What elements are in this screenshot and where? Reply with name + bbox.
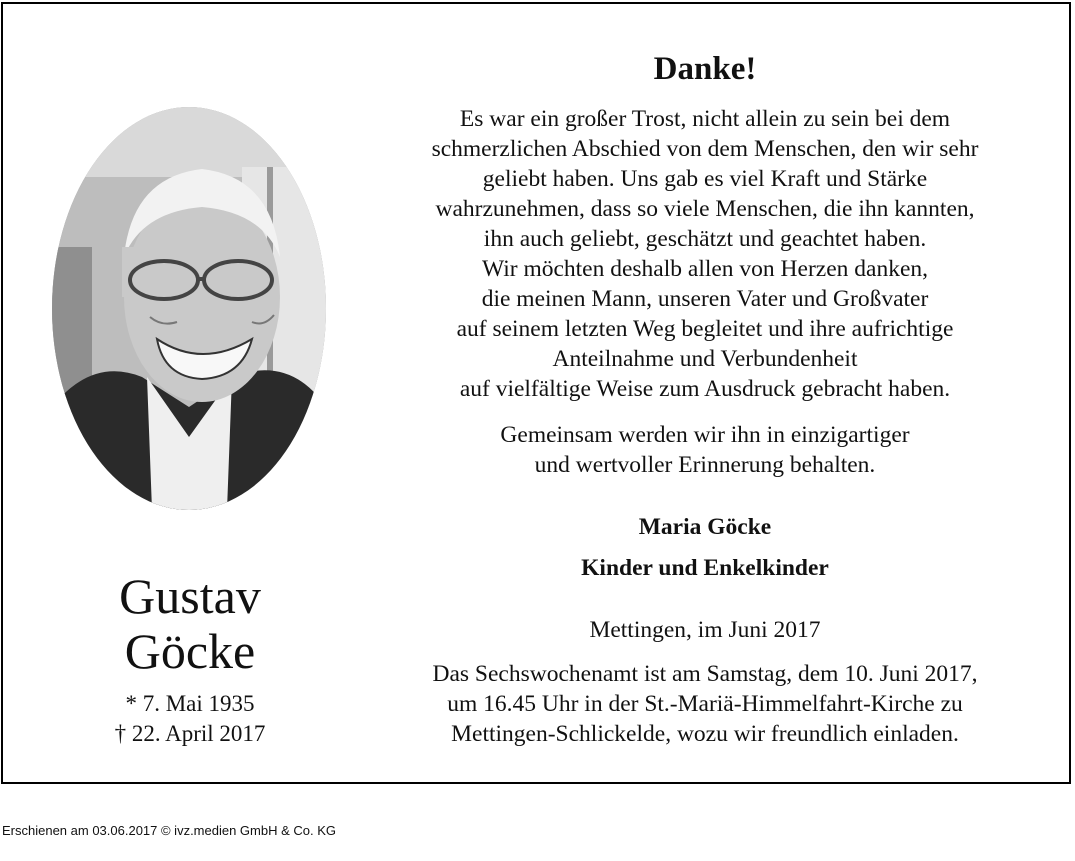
paragraph-line: Es war ein großer Trost, nicht allein zu sein bei dem (459, 106, 951, 132)
paragraph-line: Das Sechswochenamt ist am Samstag, dem 10. Juni 2017, (432, 661, 978, 687)
paragraph-line: und wertvoller Erinnerung behalten. (534, 452, 876, 478)
paragraph-line: auf seinem letzten Weg begleitet und ihre aufrichtige (456, 316, 954, 342)
paragraph-line: Mettingen-Schlickelde, wozu wir freundlich einladen. (451, 721, 959, 747)
thanks-paragraph (370, 104, 1040, 404)
mass-announcement (370, 659, 1040, 749)
signature-family: Kinder und Enkelkinder (581, 555, 829, 581)
place-date: Mettingen, im Juni 2017 (589, 617, 821, 643)
paragraph-line: um 16.45 Uhr in der St.-Mariä-Himmelfahrt-Kirche zu (447, 691, 963, 717)
deceased-last-name: Göcke (124, 623, 256, 679)
memory-paragraph (370, 420, 1040, 480)
paragraph-line: ihn auch geliebt, geschätzt und geachtet haben. (483, 226, 927, 252)
paragraph-line: Wir möchten deshalb allen von Herzen danken, (481, 256, 929, 282)
paragraph-line: die meinen Mann, unseren Vater und Großvater (481, 286, 929, 312)
paragraph-line: geliebt haben. Uns gab es viel Kraft und Stärke (482, 166, 928, 192)
paragraph-line: wahrzunehmen, dass so viele Menschen, die ihn kannten, (435, 196, 975, 222)
portrait-photo (52, 107, 326, 510)
signature-widow: Maria Göcke (638, 514, 772, 540)
paragraph-line: auf vielfältige Weise zum Ausdruck gebracht haben. (459, 376, 951, 402)
birth-date: * 7. Mai 1935 (125, 691, 255, 716)
death-date: † 22. April 2017 (114, 721, 266, 746)
paragraph-line: schmerzlichen Abschied von dem Menschen, den wir sehr (431, 136, 979, 162)
publication-footer: Erschienen am 03.06.2017 © ivz.medien GmbH & Co. KG (2, 823, 337, 838)
paragraph-line: Anteilnahme und Verbundenheit (552, 346, 858, 372)
notice-title: Danke! (653, 51, 757, 87)
paragraph-line: Gemeinsam werden wir ihn in einzigartiger (500, 422, 910, 448)
deceased-first-name: Gustav (119, 568, 261, 624)
